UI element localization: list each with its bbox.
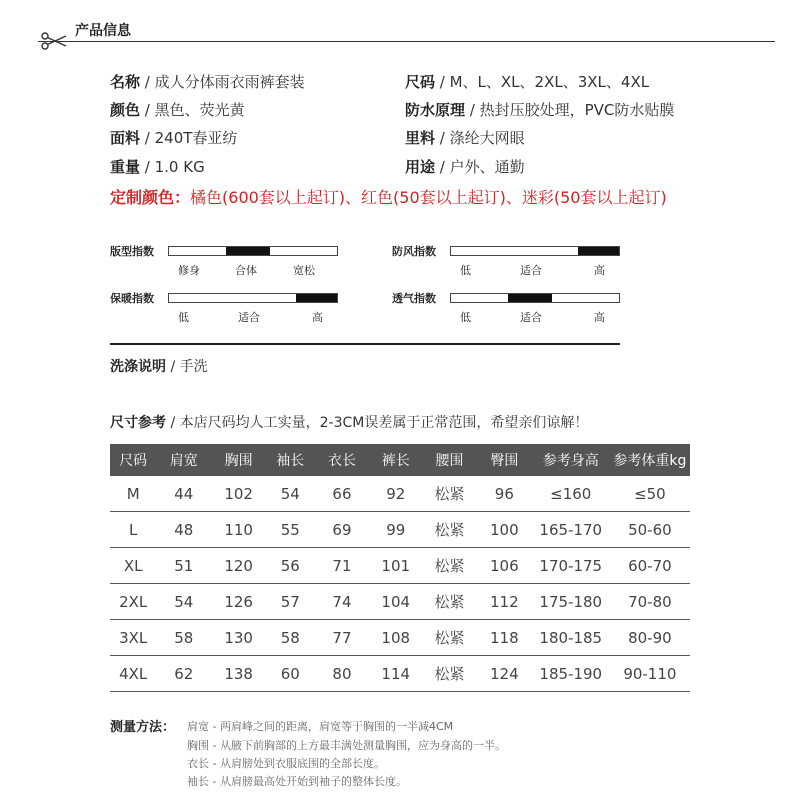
table-cell: 106 (477, 548, 532, 584)
table-cell: 180-185 (532, 620, 610, 656)
wash-instructions: 洗涤说明 / 手洗 (110, 359, 208, 375)
fit-index-scale-low: 修身 (178, 264, 200, 277)
table-cell: 80-90 (610, 620, 690, 656)
table-cell: 185-190 (532, 656, 610, 692)
table-cell: 57 (266, 584, 315, 620)
table-header-cell: 胸围 (211, 444, 266, 476)
table-cell: 74 (315, 584, 370, 620)
table-cell: ≤160 (532, 476, 610, 512)
info-weight: 重量 / 1.0 KG (110, 158, 205, 176)
table-cell: 108 (369, 620, 422, 656)
table-cell: 松紧 (422, 656, 477, 692)
table-header-cell: 臀围 (477, 444, 532, 476)
table-header-cell: 袖长 (266, 444, 315, 476)
table-cell: 66 (315, 476, 370, 512)
table-cell: 62 (156, 656, 211, 692)
size-reference-note: 尺寸参考 / 本店尺码均人工实量，2-3CM误差属于正常范围，希望亲们谅解！ (110, 415, 589, 431)
wind-index-scale-low: 低 (460, 264, 471, 277)
table-cell: 170-175 (532, 548, 610, 584)
info-color: 颜色 / 黑色、荧光黄 (110, 101, 245, 119)
table-cell: 110 (211, 512, 266, 548)
warmth-index-scale-low: 低 (178, 311, 189, 324)
warmth-index-fill (296, 294, 337, 302)
breath-index-scale-high: 高 (594, 311, 605, 324)
table-cell: 44 (156, 476, 211, 512)
measure-title: 测量方法： (110, 720, 176, 735)
table-header-cell: 衣长 (315, 444, 370, 476)
info-lining: 里料 / 涤纶大网眼 (405, 129, 525, 147)
size-table (110, 444, 690, 692)
table-cell: 114 (369, 656, 422, 692)
table-cell: 104 (369, 584, 422, 620)
divider (110, 343, 620, 345)
table-cell: 58 (156, 620, 211, 656)
warmth-index-scale-high: 高 (312, 311, 323, 324)
table-cell: XL (110, 548, 156, 584)
table-row (110, 548, 690, 584)
table-cell: M (110, 476, 156, 512)
warmth-index-label: 保暖指数 (110, 292, 154, 305)
table-cell: 3XL (110, 620, 156, 656)
table-row (110, 512, 690, 548)
wind-index-bar (450, 246, 620, 256)
info-size: 尺码 / M、L、XL、2XL、3XL、4XL (405, 73, 650, 91)
table-cell: 48 (156, 512, 211, 548)
breath-index-scale-mid: 适合 (520, 311, 542, 324)
table-cell: 56 (266, 548, 315, 584)
table-cell: 99 (369, 512, 422, 548)
wind-index-label: 防风指数 (392, 245, 436, 258)
table-cell: 126 (211, 584, 266, 620)
breath-index-label: 透气指数 (392, 292, 436, 305)
table-row (110, 620, 690, 656)
table-cell: 120 (211, 548, 266, 584)
table-header-cell: 参考体重kg (610, 444, 690, 476)
info-fabric: 面料 / 240T春亚纺 (110, 129, 238, 147)
table-cell: 77 (315, 620, 370, 656)
measure-line: 袖长 - 从肩膀最高处开始到袖子的整体长度。 (187, 775, 407, 788)
table-cell: 58 (266, 620, 315, 656)
table-row (110, 584, 690, 620)
table-cell: 90-110 (610, 656, 690, 692)
table-cell: L (110, 512, 156, 548)
table-cell: 96 (477, 476, 532, 512)
table-cell: 2XL (110, 584, 156, 620)
table-cell: 松紧 (422, 476, 477, 512)
table-cell: 松紧 (422, 584, 477, 620)
table-cell: 70-80 (610, 584, 690, 620)
measure-line: 胸围 - 从腋下前胸部的上方最丰满处测量胸围，应为身高的一半。 (187, 739, 506, 752)
table-cell: 92 (369, 476, 422, 512)
table-cell: 102 (211, 476, 266, 512)
warmth-index-bar (168, 293, 338, 303)
wind-index-scale-mid: 适合 (520, 264, 542, 277)
table-cell: 130 (211, 620, 266, 656)
table-cell: 55 (266, 512, 315, 548)
table-cell: 50-60 (610, 512, 690, 548)
table-cell: 101 (369, 548, 422, 584)
table-cell: 138 (211, 656, 266, 692)
table-cell: 100 (477, 512, 532, 548)
table-header-cell: 肩宽 (156, 444, 211, 476)
table-row (110, 476, 690, 512)
table-row (110, 656, 690, 692)
table-cell: 69 (315, 512, 370, 548)
table-cell: 51 (156, 548, 211, 584)
fit-index-fill (226, 247, 270, 255)
table-cell: 60-70 (610, 548, 690, 584)
table-cell: 118 (477, 620, 532, 656)
info-name: 名称 / 成人分体雨衣雨裤套装 (110, 73, 305, 91)
fit-index-label: 版型指数 (110, 245, 154, 258)
table-cell: 松紧 (422, 548, 477, 584)
table-cell: ≤50 (610, 476, 690, 512)
breath-index-scale-low: 低 (460, 311, 471, 324)
table-cell: 54 (266, 476, 315, 512)
breath-index-fill (508, 294, 552, 302)
table-header-row (110, 444, 690, 476)
wind-index-scale-high: 高 (594, 264, 605, 277)
breath-index-bar (450, 293, 620, 303)
table-cell: 165-170 (532, 512, 610, 548)
table-cell: 124 (477, 656, 532, 692)
table-cell: 松紧 (422, 512, 477, 548)
table-cell: 112 (477, 584, 532, 620)
fit-index-scale-high: 宽松 (293, 264, 315, 277)
table-cell: 71 (315, 548, 370, 584)
table-cell: 54 (156, 584, 211, 620)
wind-index-fill (578, 247, 619, 255)
measure-line: 肩宽 - 两肩峰之间的距离，肩宽等于胸围的一半减4CM (187, 720, 454, 733)
info-usage: 用途 / 户外、通勤 (405, 158, 525, 176)
table-header-cell: 腰围 (422, 444, 477, 476)
table-cell: 60 (266, 656, 315, 692)
table-cell: 80 (315, 656, 370, 692)
table-cell: 4XL (110, 656, 156, 692)
fit-index-bar (168, 246, 338, 256)
measure-line: 衣长 - 从肩膀处到衣服底围的全部长度。 (187, 757, 385, 770)
table-header-cell: 裤长 (369, 444, 422, 476)
table-header-cell: 尺码 (110, 444, 156, 476)
info-waterproof: 防水原理 / 热封压胶处理，PVC防水贴膜 (405, 101, 675, 119)
fit-index-scale-mid: 合体 (235, 264, 257, 277)
custom-color-note: 定制颜色：橘色(600套以上起订)、红色(50套以上起订)、迷彩(50套以上起订) (110, 188, 667, 207)
divider (38, 41, 775, 42)
section-title: 产品信息 (75, 23, 131, 39)
warmth-index-scale-mid: 适合 (238, 311, 260, 324)
table-cell: 175-180 (532, 584, 610, 620)
table-cell: 松紧 (422, 620, 477, 656)
table-header-cell: 参考身高 (532, 444, 610, 476)
